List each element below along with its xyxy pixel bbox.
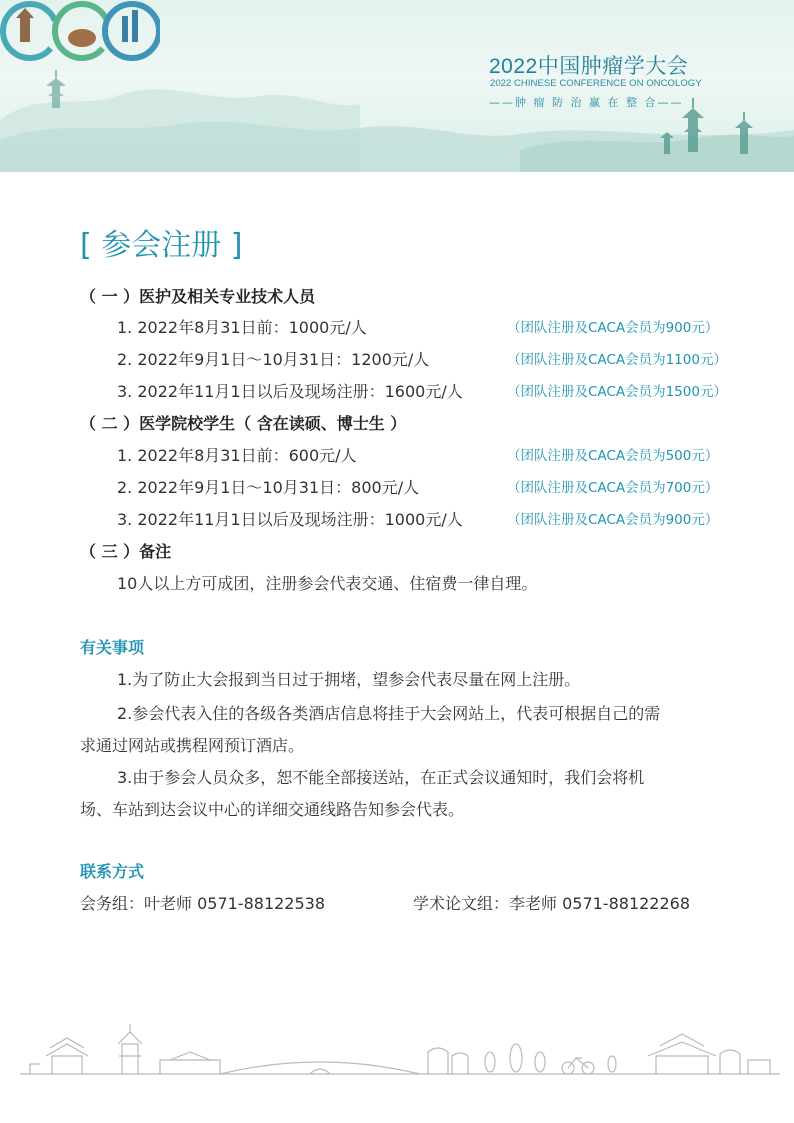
- remark-heading: （ 三 ）备注: [80, 542, 172, 561]
- matters-paragraph-2-line-1: 2.参会代表入住的各级各类酒店信息将挂于大会网站上，代表可根据自己的需: [117, 704, 661, 723]
- fee-item: 3. 2022年11月1日以后及现场注册：1000元/人: [117, 510, 463, 529]
- conference-title: 2022中国肿瘤学大会: [489, 55, 689, 78]
- matters-paragraph-3-line-2: 场、车站到达会议中心的详细交通线路告知参会代表。: [80, 800, 465, 819]
- remark-text: 10人以上方可成团，注册参会代表交通、住宿费一律自理。: [117, 574, 538, 593]
- registration-title: [ 参会注册 ]: [80, 228, 243, 263]
- fee-item: 2. 2022年9月1日～10月31日：800元/人: [117, 478, 420, 497]
- matters-paragraph-3-line-1: 3.由于参会人员众多，恕不能全部接送站，在正式会议通知时，我们会将机: [117, 768, 645, 787]
- fee-note: （团队注册及CACA会员为500元）: [507, 448, 719, 464]
- matters-heading: 有关事项: [80, 638, 145, 657]
- fee-note: （团队注册及CACA会员为1100元）: [507, 352, 727, 368]
- footer-skyline-illustration: [0, 1010, 794, 1123]
- conference-english-title: 2022 CHINESE CONFERENCE ON ONCOLOGY: [490, 78, 702, 89]
- contact-conference-affairs: 会务组：叶老师 0571-88122538: [80, 894, 326, 913]
- matters-paragraph-1: 1.为了防止大会报到当日过于拥堵，望参会代表尽量在网上注册。: [117, 670, 581, 689]
- fee-note: （团队注册及CACA会员为1500元）: [507, 384, 727, 400]
- fee-item: 2. 2022年9月1日～10月31日：1200元/人: [117, 350, 430, 369]
- contact-heading: 联系方式: [80, 862, 145, 881]
- matters-paragraph-2-line-2: 求通过网站或携程网预订酒店。: [80, 736, 305, 755]
- fee-note: （团队注册及CACA会员为700元）: [507, 480, 719, 496]
- fee-note: （团队注册及CACA会员为900元）: [507, 320, 719, 336]
- fee-item: 1. 2022年8月31日前：600元/人: [117, 446, 357, 465]
- fee-item: 3. 2022年11月1日以后及现场注册：1600元/人: [117, 382, 463, 401]
- header-banner: [0, 0, 794, 172]
- cco-logo: [0, 0, 160, 62]
- contact-academic-papers: 学术论文组：李老师 0571-88122268: [413, 894, 691, 913]
- fee-item: 1. 2022年8月31日前：1000元/人: [117, 318, 367, 337]
- group-heading-medical: （ 一 ）医护及相关专业技术人员: [80, 287, 316, 306]
- group-heading-students: （ 二 ）医学院校学生（ 含在读硕、博士生 ）: [80, 414, 407, 433]
- conference-slogan: ——肿 瘤 防 治 赢 在 整 合——: [489, 96, 684, 109]
- fee-note: （团队注册及CACA会员为900元）: [507, 512, 719, 528]
